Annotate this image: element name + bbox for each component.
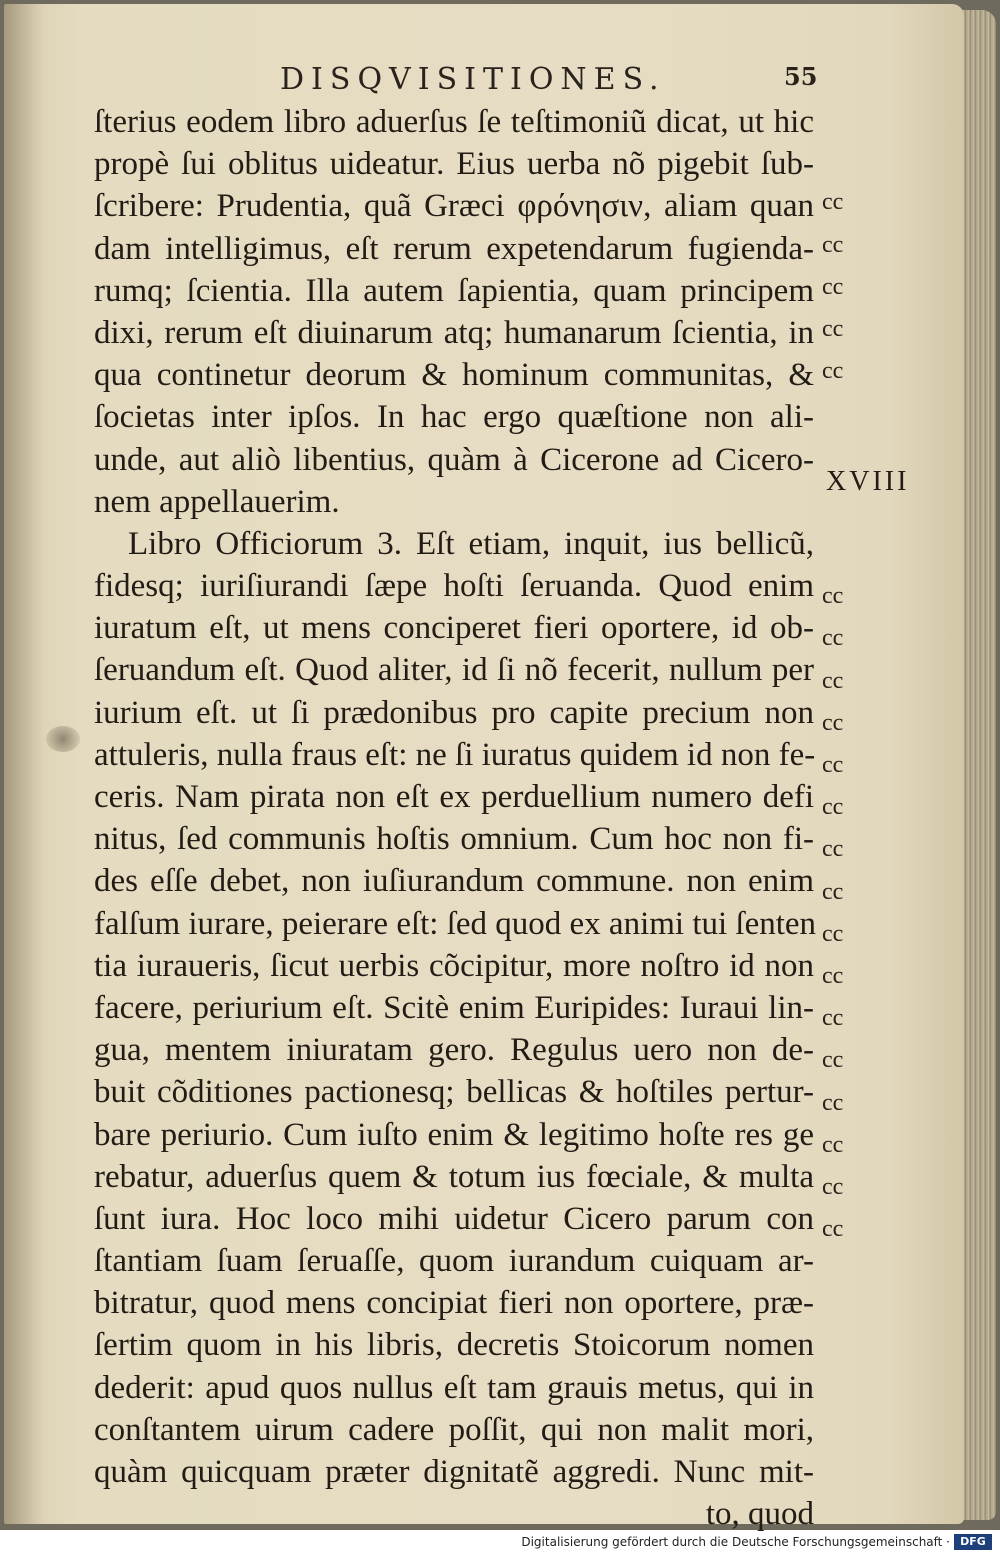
page-number: 55 — [784, 62, 818, 91]
quote-mark: cc — [822, 709, 844, 736]
quote-mark: cc — [822, 752, 844, 778]
running-title: DISQVISITIONES. — [280, 62, 666, 97]
text-line: nem appellauerim. — [94, 483, 340, 520]
text-line: bitratur, quod mens concipiat fieri non oportere, præ- — [94, 1285, 814, 1322]
text-line: gua, mentem iniuratam gero. Regulus uero non de- — [94, 1032, 814, 1069]
text-line: to, quod — [705, 1496, 814, 1533]
quote-mark: cc — [822, 583, 844, 610]
text-line: buit cõditiones pactionesq; bellicas & hoſtiles pertur- — [94, 1074, 814, 1111]
page-edges — [962, 10, 996, 1520]
text-line: bare periurio. Cum iuſto enim & legitimo hoſte res ge — [94, 1116, 814, 1153]
text-line: dederit: apud quos nullus eſt tam grauis metus, qui in — [94, 1369, 814, 1406]
quote-mark: cc — [822, 358, 844, 385]
body-text — [94, 101, 817, 1535]
dfg-logo: DFG — [954, 1534, 992, 1550]
text-line: propè ſui oblitus uideatur. Eius uerba nõ pigebit ſub- — [94, 146, 814, 183]
text-line: ceris. Nam pirata non eſt ex perduellium numero defi — [94, 779, 814, 815]
text-line: iuratum eſt, ut mens conciperet fieri oportere, id ob- — [94, 610, 814, 647]
text-line: qua continetur deorum & hominum communitas, & — [94, 357, 814, 394]
footer-bar — [0, 1532, 1000, 1555]
section-number: XVIII — [826, 466, 910, 497]
quote-mark: cc — [822, 1216, 844, 1243]
text-line: ſterius eodem libro aduerſus ſe teſtimoniũ dicat, ut hic — [94, 104, 814, 140]
text-line: attuleris, nulla fraus eſt: ne ſi iuratus quidem id non fe- — [94, 736, 816, 773]
text-line: Libro Officiorum 3. Eſt etiam, inquit, ius bellicũ, — [128, 525, 814, 562]
quote-mark: cc — [822, 273, 844, 300]
quote-mark: cc — [822, 1005, 844, 1032]
text-line: ſunt iura. Hoc loco mihi uidetur Cicero parum con — [94, 1200, 814, 1237]
text-line: ſcribere: Prudentia, quã Græci φρόνησιν, aliam quan — [94, 188, 814, 225]
text-line: iurium eſt. ut ſi prædonibus pro capite precium non — [94, 694, 814, 731]
text-line: dixi, rerum eſt diuinarum atq; humanarum ſcientia, in — [94, 314, 814, 351]
quote-mark: cc — [822, 667, 844, 694]
quote-mark: cc — [822, 189, 844, 216]
quote-mark: cc — [822, 794, 844, 821]
text-line: quàm quicquam præter dignitatẽ aggredi. Nunc mit- — [94, 1454, 814, 1490]
text-line: des eſſe debet, non iuſiurandum commune. non enim — [94, 863, 814, 900]
text-line: falſum iurare, peierare eſt: ſed quod ex animi tui ſenten — [94, 905, 817, 942]
quote-mark: cc — [822, 625, 844, 652]
quote-mark: cc — [822, 231, 844, 258]
quote-mark: cc — [822, 1089, 844, 1116]
text-line: ſocietas inter ipſos. In hac ergo quæſtione non ali- — [94, 399, 814, 436]
quote-mark: cc — [822, 1174, 844, 1200]
text-line: tia iuraueris, ſicut uerbis cõcipitur, more noſtro id non — [94, 947, 814, 984]
funding-credit: Digitalisierung gefördert durch die Deutsche Forschungsgemeinschaft · — [521, 1535, 950, 1549]
text-line: ſeruandum eſt. Quod aliter, id ſi nõ fecerit, nullum per — [94, 652, 814, 689]
binding-gutter — [4, 4, 44, 1524]
text-line: rebatur, aduerſus quem & totum ius fœciale, & multa — [94, 1158, 814, 1195]
quote-mark: cc — [822, 316, 844, 342]
text-line: fidesq; iuriſiurandi ſæpe hoſti ſeruanda. Quod enim — [94, 568, 814, 605]
text-line: facere, periurium eſt. Scitè enim Euripides: Iuraui lin- — [94, 989, 814, 1026]
text-line: conſtantem uirum cadere poſſit, qui non malit mori, — [94, 1411, 814, 1448]
text-line: ſtantiam ſuam ſeruaſſe, quom iurandum cuiquam ar- — [94, 1243, 814, 1280]
text-line: dam intelligimus, eſt rerum expetendarum fugienda- — [94, 230, 814, 267]
quote-mark: cc — [822, 836, 844, 863]
text-line: rumq; ſcientia. Illa autem ſapientia, quam principem — [94, 272, 814, 309]
quote-mark: cc — [822, 878, 844, 905]
paper-stain — [46, 726, 80, 752]
text-line: unde, aut aliò libentius, quàm à Cicerone ad Cicero- — [94, 441, 814, 478]
quote-mark: cc — [822, 920, 844, 947]
quote-mark: cc — [822, 963, 844, 989]
quote-mark: cc — [822, 1047, 844, 1074]
quote-mark: cc — [822, 1131, 844, 1158]
text-line: ſertim quom in his libris, decretis Stoicorum nomen — [94, 1327, 814, 1364]
text-line: nitus, ſed communis hoſtis omnium. Cum hoc non fi- — [94, 821, 814, 858]
